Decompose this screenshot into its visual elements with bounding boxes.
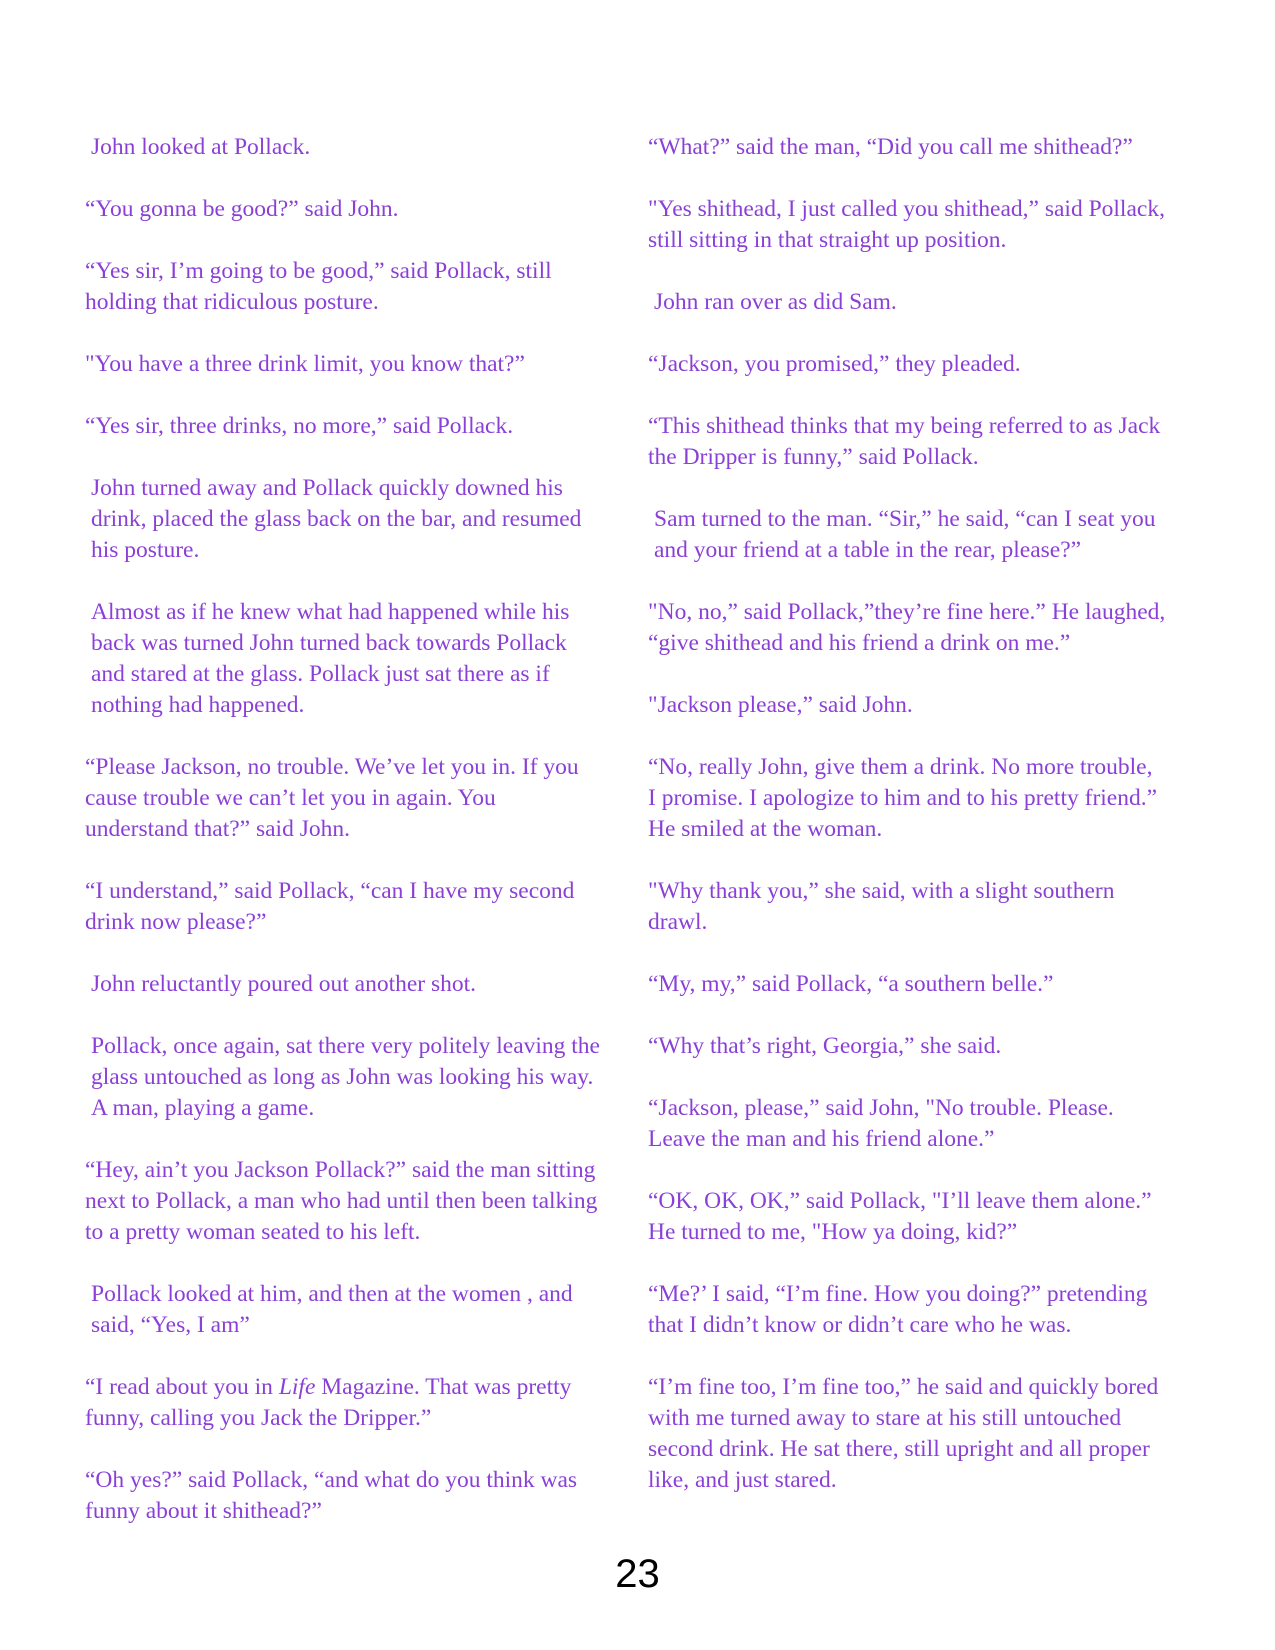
- left-text-column: [85, 132, 625, 1558]
- paragraph: “Why that’s right, Georgia,” she said.: [648, 1033, 1002, 1059]
- paragraph: “This shithead thinks that my being referred to as Jack the Dripper is funny,” said Pollack.: [648, 413, 1161, 470]
- paragraph: “Hey, ain’t you Jackson Pollack?” said the man sitting next to Pollack, a man who had until then been talking to a pretty woman seated to his left.: [85, 1157, 598, 1245]
- paragraph: “Oh yes?” said Pollack, “and what do you think was funny about it shithead?”: [85, 1467, 578, 1524]
- paragraph-text: Magazine. That was pretty funny, calling you Jack the Dripper.”: [85, 1374, 572, 1431]
- magazine-title: Life: [278, 1374, 316, 1400]
- paragraph: “Jackson, please,” said John, "No trouble. Please. Leave the man and his friend alone.”: [648, 1095, 1114, 1152]
- paragraph: “Yes sir, I’m going to be good,” said Pollack, still holding that ridiculous posture.: [85, 258, 552, 315]
- paragraph: “I understand,” said Pollack, “can I have my second drink now please?”: [85, 878, 575, 935]
- right-text-column: [648, 132, 1208, 1527]
- paragraph: John ran over as did Sam.: [654, 289, 897, 315]
- paragraph: "Why thank you,” she said, with a slight southern drawl.: [648, 878, 1115, 935]
- paragraph: “Yes sir, three drinks, no more,” said Pollack.: [85, 413, 514, 439]
- paragraph: John turned away and Pollack quickly downed his drink, placed the glass back on the bar, and resumed his posture.: [91, 475, 582, 563]
- paragraph: “I’m fine too, I’m fine too,” he said and quickly bored with me turned away to stare at his still untouched second drink. He sat there, still upright and all proper like, and just stared.: [648, 1374, 1159, 1493]
- paragraph: Pollack, once again, sat there very politely leaving the glass untouched as long as John was looking his way. A man, playing a game.: [91, 1033, 600, 1121]
- paragraph: "No, no,” said Pollack,”they’re fine here.” He laughed, “give shithead and his friend a drink on me.”: [648, 599, 1166, 656]
- paragraph: “Jackson, you promised,” they pleaded.: [648, 351, 1021, 377]
- paragraph: “Me?’ I said, “I’m fine. How you doing?” pretending that I didn’t know or didn’t care who he was.: [648, 1281, 1148, 1338]
- paragraph: Sam turned to the man. “Sir,” he said, “can I seat you and your friend at a table in the rear, please?”: [654, 506, 1156, 563]
- paragraph: “Please Jackson, no trouble. We’ve let you in. If you cause trouble we can’t let you in again. You understand that?” said John.: [85, 754, 579, 842]
- paragraph: Almost as if he knew what had happened while his back was turned John turned back towards Pollack and stared at the glass. Pollack just sat there as if nothing had happened.: [91, 599, 570, 718]
- paragraph: “You gonna be good?” said John.: [85, 196, 399, 222]
- paragraph: “OK, OK, OK,” said Pollack, "I’ll leave them alone.” He turned to me, "How ya doing, kid?”: [648, 1188, 1152, 1245]
- paragraph: "You have a three drink limit, you know that?”: [85, 351, 525, 377]
- paragraph-text: “I read about you in: [85, 1374, 279, 1400]
- paragraph: "Jackson please,” said John.: [648, 692, 913, 718]
- paragraph: John reluctantly poured out another shot.: [91, 971, 477, 997]
- paragraph: “No, really John, give them a drink. No more trouble, I promise. I apologize to him and to his pretty friend.” He smiled at the woman.: [648, 754, 1158, 842]
- paragraph: John looked at Pollack.: [91, 134, 311, 160]
- paragraph: [85, 1372, 625, 1434]
- paragraph: “What?” said the man, “Did you call me shithead?”: [648, 134, 1133, 160]
- page-number: 23: [615, 1552, 660, 1596]
- paragraph: “My, my,” said Pollack, “a southern belle.”: [648, 971, 1054, 997]
- paragraph: Pollack looked at him, and then at the women , and said, “Yes, I am”: [91, 1281, 573, 1338]
- paragraph: "Yes shithead, I just called you shithead,” said Pollack, still sitting in that straight up position.: [648, 196, 1165, 253]
